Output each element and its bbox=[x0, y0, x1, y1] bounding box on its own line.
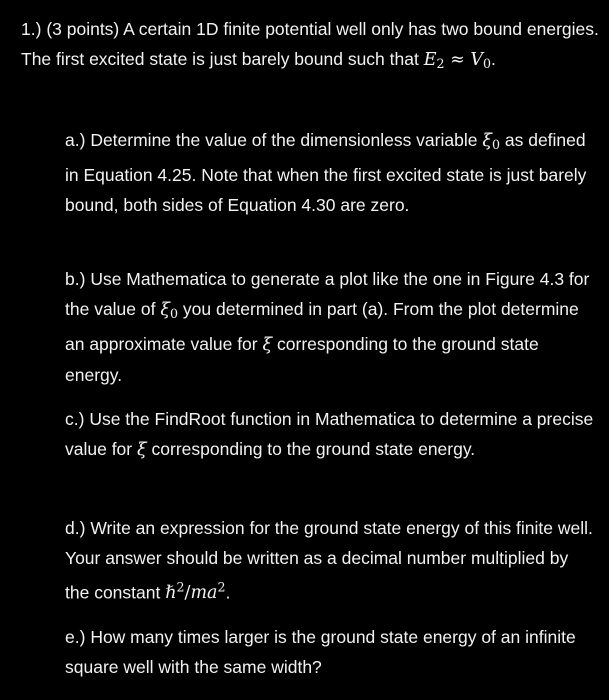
equation-e2-approx-v0: $E_2 \approx V_0$ bbox=[423, 50, 491, 72]
problem-text: A certain 1D finite potential well only has two bound energies. The first excited state is just barely bound such that bbox=[21, 19, 599, 69]
part-text: Write an expression for the ground state energy of this finite well. Your answer should be written as a decimal number multiplied by the constant bbox=[65, 518, 593, 603]
part-text-cont: as defined in Equation 4.25. Note that when the first excited state is just barely bound, both sides of Equation 4.30 are zero. bbox=[65, 130, 587, 216]
part-label: e.) bbox=[65, 627, 86, 647]
xi-symbol: ξ bbox=[262, 335, 273, 356]
part-a bbox=[65, 125, 597, 220]
part-text: Use Mathematica to generate a plot like the one in Figure 4.3 for the value of bbox=[65, 269, 590, 319]
part-text-cont: corresponding to the ground state energy. bbox=[151, 439, 476, 459]
part-label: d.) bbox=[65, 518, 86, 538]
part-label: c.) bbox=[65, 409, 85, 429]
part-label: b.) bbox=[65, 269, 86, 289]
xi0-symbol: $\xi_0$ bbox=[160, 300, 179, 322]
part-text: Determine the value of the dimensionless variable bbox=[90, 130, 478, 150]
xi0-symbol: $\xi_0$ bbox=[482, 131, 500, 153]
part-d: d.) Write an expression for the ground state energy of this finite well. Your answer should be written as a decimal number multiplied by the constant $\hbar^2/ma^2$. bbox=[65, 518, 593, 604]
xi-symbol: ξ bbox=[137, 440, 147, 460]
part-text-cont: you determined in part (a). From the plot determine an approximate value for bbox=[65, 299, 579, 355]
part-text: Use the FindRoot function in Mathematica to determine a precise value for bbox=[65, 409, 594, 459]
problem-number: 1.) bbox=[21, 19, 42, 39]
part-c bbox=[65, 404, 597, 465]
part-b bbox=[65, 264, 597, 390]
part-e bbox=[65, 622, 597, 682]
part-text-end: corresponding to the ground state energy. bbox=[65, 334, 539, 386]
problem-statement: 1.) (3 points) A certain 1D finite potential well only has two bound energies. The first excited state is just barely bound such that $E_2 \approx V_0$. bbox=[21, 19, 599, 72]
part-label: a.) bbox=[65, 130, 86, 150]
problem-points: (3 points) bbox=[46, 19, 120, 39]
part-text: How many times larger is the ground state energy of an infinite square well with the same width? bbox=[65, 627, 576, 677]
hbar-squared-over-m-a-squared: $\hbar^2/ma^2$ bbox=[165, 580, 226, 604]
